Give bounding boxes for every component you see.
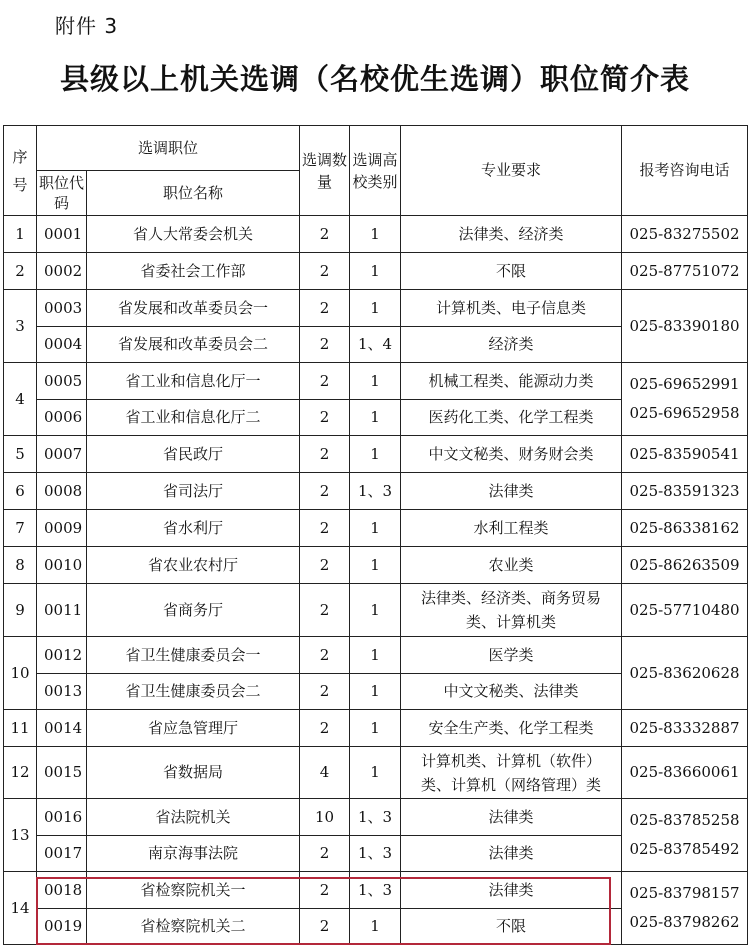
row-name: 省数据局: [87, 747, 300, 799]
header-major: 专业要求: [401, 126, 622, 216]
row-name: 省工业和信息化厅二: [87, 400, 300, 436]
row-major: 法律类: [401, 836, 622, 872]
row-phone-number: 025-83798157: [629, 884, 740, 902]
row-name: 省民政厅: [87, 436, 300, 473]
row-seq: 14: [4, 872, 37, 945]
row-name: 省检察院机关二: [87, 909, 300, 945]
header-count: 选调数量: [300, 126, 350, 216]
table-row: [4, 510, 748, 547]
row-code: 0007: [37, 436, 87, 473]
table-row: [4, 872, 748, 909]
row-category: 1: [350, 710, 401, 747]
row-name: 省委社会工作部: [87, 253, 300, 290]
row-name: 省卫生健康委员会一: [87, 637, 300, 674]
row-phone-number: 025-83798262: [629, 913, 740, 931]
row-name: 省工业和信息化厅一: [87, 363, 300, 400]
row-code: 0012: [37, 637, 87, 674]
row-major: 计算机类、电子信息类: [401, 290, 622, 327]
row-major: 医药化工类、化学工程类: [401, 400, 622, 436]
row-code: 0009: [37, 510, 87, 547]
row-code: 0008: [37, 473, 87, 510]
row-phone: [622, 872, 748, 945]
row-name: 南京海事法院: [87, 836, 300, 872]
header-seq: 序号: [4, 126, 37, 216]
row-phone: 025-57710480: [622, 584, 748, 637]
row-name: 省司法厅: [87, 473, 300, 510]
row-count: 2: [300, 909, 350, 945]
row-seq: 6: [4, 473, 37, 510]
table-row: [4, 253, 748, 290]
row-category: 1、3: [350, 872, 401, 909]
table-row: [4, 216, 748, 253]
row-code: 0001: [37, 216, 87, 253]
row-category: 1、3: [350, 836, 401, 872]
header-code: 职位代码: [37, 171, 87, 216]
row-phone: 025-83275502: [622, 216, 748, 253]
row-code: 0013: [37, 674, 87, 710]
row-count: 2: [300, 400, 350, 436]
table-row: [4, 637, 748, 674]
row-code: 0003: [37, 290, 87, 327]
row-major: 经济类: [401, 327, 622, 363]
row-major: 法律类、经济类: [401, 216, 622, 253]
row-seq: 10: [4, 637, 37, 710]
row-phone: 025-86338162: [622, 510, 748, 547]
row-seq: 8: [4, 547, 37, 584]
row-seq: 4: [4, 363, 37, 436]
row-code: 0015: [37, 747, 87, 799]
row-category: 1: [350, 400, 401, 436]
row-seq: 9: [4, 584, 37, 637]
row-phone-number: 025-69652991: [629, 375, 740, 393]
row-phone: [622, 799, 748, 872]
row-major-line: 法律类、经济类、商务贸易: [421, 589, 602, 607]
row-name: 省人大常委会机关: [87, 216, 300, 253]
header-category: 选调高校类别: [350, 126, 401, 216]
row-phone: 025-83590541: [622, 436, 748, 473]
row-code: 0006: [37, 400, 87, 436]
row-major-line: 计算机类、计算机（软件）: [421, 751, 602, 770]
row-category: 1: [350, 584, 401, 637]
row-major: 机械工程类、能源动力类: [401, 363, 622, 400]
row-name: 省商务厅: [87, 584, 300, 637]
row-category: 1: [350, 674, 401, 710]
row-category: 1、3: [350, 473, 401, 510]
header-position-group: 选调职位: [37, 126, 300, 171]
row-count: 2: [300, 637, 350, 674]
row-count: 4: [300, 747, 350, 799]
row-code: 0004: [37, 327, 87, 363]
positions-table: [3, 125, 748, 945]
row-major-line: 类、计算机类: [466, 613, 557, 631]
row-category: 1: [350, 290, 401, 327]
row-category: 1: [350, 909, 401, 945]
row-phone: [622, 363, 748, 436]
row-name: 省应急管理厅: [87, 710, 300, 747]
row-code: 0019: [37, 909, 87, 945]
row-major: [401, 584, 622, 637]
row-phone: 025-83660061: [622, 747, 748, 799]
row-count: 2: [300, 836, 350, 872]
row-phone-number: 025-83785492: [629, 840, 740, 858]
row-name: 省卫生健康委员会二: [87, 674, 300, 710]
row-major: 不限: [401, 909, 622, 945]
table-row: [4, 799, 748, 836]
row-seq: 1: [4, 216, 37, 253]
table-row: [4, 547, 748, 584]
row-category: 1: [350, 747, 401, 799]
row-major: 法律类: [401, 799, 622, 836]
row-category: 1: [350, 363, 401, 400]
table-row: [4, 290, 748, 327]
row-code: 0010: [37, 547, 87, 584]
row-major: [401, 747, 622, 799]
row-count: 2: [300, 547, 350, 584]
row-count: 2: [300, 436, 350, 473]
attachment-label: 附件 3: [55, 14, 119, 38]
row-category: 1: [350, 547, 401, 584]
row-name: 省发展和改革委员会二: [87, 327, 300, 363]
row-major: 法律类: [401, 872, 622, 909]
row-count: 2: [300, 290, 350, 327]
row-phone: 025-83390180: [622, 290, 748, 363]
row-category: 1: [350, 436, 401, 473]
table-row: [4, 747, 748, 799]
row-major: 安全生产类、化学工程类: [401, 710, 622, 747]
row-code: 0017: [37, 836, 87, 872]
row-major: 中文文秘类、法律类: [401, 674, 622, 710]
row-major: 水利工程类: [401, 510, 622, 547]
row-seq: 11: [4, 710, 37, 747]
header-phone: 报考咨询电话: [622, 126, 748, 216]
page-title: 县级以上机关选调（名校优生选调）职位简介表: [59, 62, 690, 96]
table-row: [4, 363, 748, 400]
row-code: 0016: [37, 799, 87, 836]
table-row: [4, 436, 748, 473]
row-count: 2: [300, 510, 350, 547]
row-major: 中文文秘类、财务财会类: [401, 436, 622, 473]
row-phone: 025-87751072: [622, 253, 748, 290]
row-seq: 5: [4, 436, 37, 473]
row-phone-number: 025-83785258: [629, 811, 740, 829]
row-code: 0018: [37, 872, 87, 909]
row-category: 1、3: [350, 799, 401, 836]
row-seq: 7: [4, 510, 37, 547]
row-category: 1: [350, 510, 401, 547]
row-code: 0002: [37, 253, 87, 290]
table-row: [4, 473, 748, 510]
row-seq: 12: [4, 747, 37, 799]
row-name: 省水利厅: [87, 510, 300, 547]
row-seq: 2: [4, 253, 37, 290]
row-name: 省农业农村厅: [87, 547, 300, 584]
row-phone: 025-83591323: [622, 473, 748, 510]
row-phone: 025-83620628: [622, 637, 748, 710]
row-phone: 025-83332887: [622, 710, 748, 747]
table-row: [4, 710, 748, 747]
row-major: 法律类: [401, 473, 622, 510]
row-major: 农业类: [401, 547, 622, 584]
row-count: 2: [300, 473, 350, 510]
row-count: 2: [300, 674, 350, 710]
row-category: 1、4: [350, 327, 401, 363]
row-count: 2: [300, 872, 350, 909]
row-code: 0014: [37, 710, 87, 747]
row-seq: 13: [4, 799, 37, 872]
row-count: 2: [300, 363, 350, 400]
row-phone: 025-86263509: [622, 547, 748, 584]
row-name: 省法院机关: [87, 799, 300, 836]
row-name: 省检察院机关一: [87, 872, 300, 909]
row-seq: 3: [4, 290, 37, 363]
row-category: 1: [350, 216, 401, 253]
row-major-line: 类、计算机（网络管理）类: [421, 775, 602, 794]
row-major: 医学类: [401, 637, 622, 674]
row-major: 不限: [401, 253, 622, 290]
row-count: 2: [300, 710, 350, 747]
table-row: [4, 584, 748, 637]
row-count: 2: [300, 253, 350, 290]
row-code: 0005: [37, 363, 87, 400]
header-name: 职位名称: [87, 171, 300, 216]
row-category: 1: [350, 637, 401, 674]
row-phone-number: 025-69652958: [629, 404, 740, 422]
row-count: 2: [300, 584, 350, 637]
row-count: 2: [300, 327, 350, 363]
row-code: 0011: [37, 584, 87, 637]
row-name: 省发展和改革委员会一: [87, 290, 300, 327]
row-count: 10: [300, 799, 350, 836]
row-count: 2: [300, 216, 350, 253]
row-category: 1: [350, 253, 401, 290]
